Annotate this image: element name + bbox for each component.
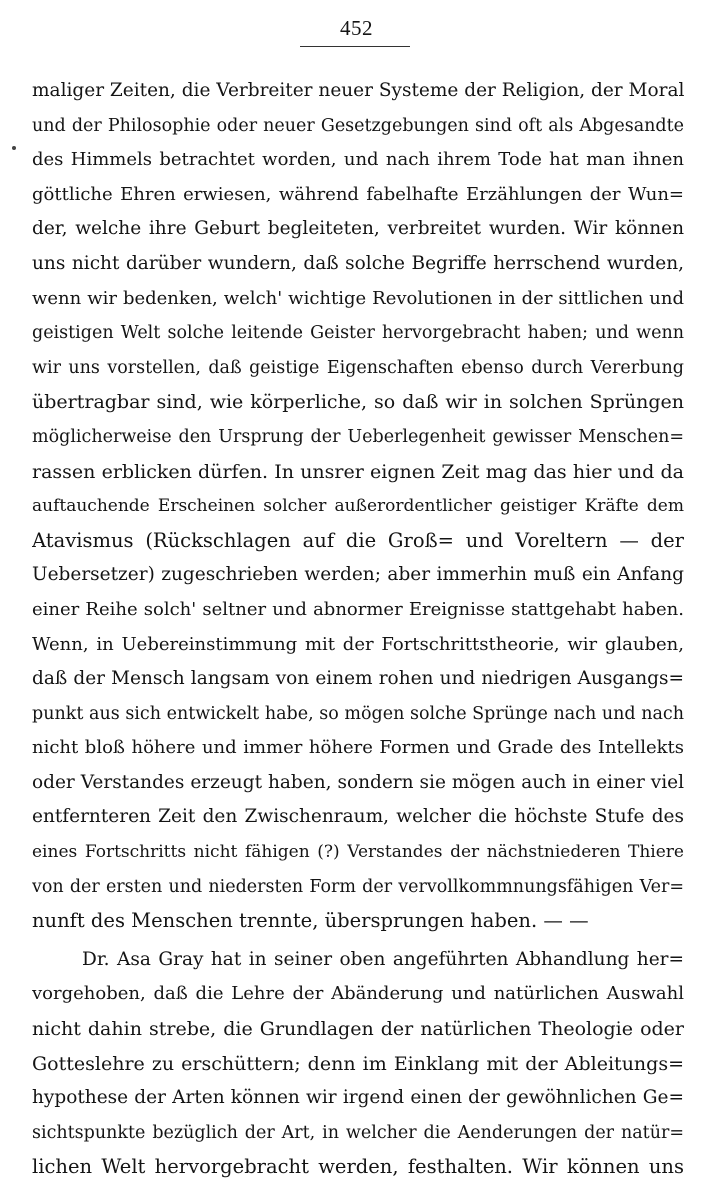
text-line: nicht bloß höhere und immer höhere Formen und Grade des Intellekts <box>32 737 684 759</box>
text-line: sichtspunkte bezüglich der Art, in welcher die Aenderungen der natür= <box>32 1122 684 1143</box>
text-line: wenn wir bedenken, welch' wichtige Revolutionen in der sittlichen und <box>32 287 684 309</box>
text-line: vorgehoben, daß die Lehre der Abänderung und natürlichen Auswahl <box>32 983 684 1005</box>
text-line: oder Verstandes erzeugt haben, sondern sie mögen auch in einer viel <box>32 771 684 793</box>
text-line: übertragbar sind, wie körperliche, so daß wir in solchen Sprüngen <box>32 391 684 414</box>
text-line: maliger Zeiten, die Verbreiter neuer Systeme der Religion, der Moral <box>32 80 684 101</box>
text-line: Atavismus (Rückschlagen auf die Groß= und Voreltern — der <box>32 528 684 552</box>
text-line: Uebersetzer) zugeschrieben werden; aber immerhin muß ein Anfang <box>32 564 684 586</box>
header-rule <box>300 46 410 47</box>
text-line: hypothese der Arten können wir irgend einen der gewöhnlichen Ge= <box>32 1087 684 1109</box>
margin-speck <box>12 146 16 150</box>
text-line: entfernteren Zeit den Zwischenraum, welcher die höchste Stufe des <box>32 806 684 828</box>
text-line: daß der Mensch langsam von einem rohen und niedrigen Ausgangs= <box>32 668 684 690</box>
text-line: einer Reihe solch' seltner und abnormer Ereignisse stattgehabt haben. <box>32 598 684 620</box>
text-line: von der ersten und niedersten Form der vervollkommnungsfähigen Ver= <box>32 876 684 897</box>
text-line: Wenn, in Uebereinstimmung mit der Fortschrittstheorie, wir glauben, <box>32 633 684 655</box>
text-line: göttliche Ehren erwiesen, während fabelhafte Erzählungen der Wun= <box>32 183 684 205</box>
text-line: des Himmels betrachtet worden, und nach ihrem Tode hat man ihnen <box>32 149 684 171</box>
text-line: Gotteslehre zu erschüttern; denn im Einklang mit der Ableitungs= <box>32 1052 684 1075</box>
text-line: nicht dahin strebe, die Grundlagen der natürlichen Theologie oder <box>32 1018 684 1041</box>
page-number: 452 <box>340 16 373 40</box>
text-line: lichen Welt hervorgebracht werden, festhalten. Wir können uns <box>32 1155 684 1179</box>
text-line: nunft des Menschen trennte, übersprungen haben. — — <box>32 909 589 933</box>
text-line: geistigen Welt solche leitende Geister hervorgebracht haben; und wenn <box>32 323 684 344</box>
text-line: möglicherweise den Ursprung der Ueberlegenheit gewisser Menschen= <box>32 426 684 447</box>
text-line: der, welche ihre Geburt begleiteten, verbreitet wurden. Wir können <box>32 218 684 240</box>
text-line: auftauchende Erscheinen solcher außerordentlicher geistiger Kräfte dem <box>32 496 684 517</box>
text-line: punkt aus sich entwickelt habe, so mögen solche Sprünge nach und nach <box>32 703 684 724</box>
text-line: uns nicht darüber wundern, daß solche Begriffe herrschend wurden, <box>32 252 684 274</box>
text-line: eines Fortschritts nicht fähigen (?) Verstandes der nächstniederen Thiere <box>32 842 684 863</box>
text-line: wir uns vorstellen, daß geistige Eigenschaften ebenso durch Vererbung <box>32 357 684 378</box>
text-line: rassen erblicken dürfen. In unsrer eignen Zeit mag das hier und da <box>32 460 684 483</box>
text-line: und der Philosophie oder neuer Gesetzgebungen sind oft als Abgesandte <box>32 115 684 136</box>
body-text <box>32 74 684 1185</box>
paragraph-first-line: Dr. Asa Gray hat in seiner oben angeführten Abhandlung her= <box>82 948 684 970</box>
